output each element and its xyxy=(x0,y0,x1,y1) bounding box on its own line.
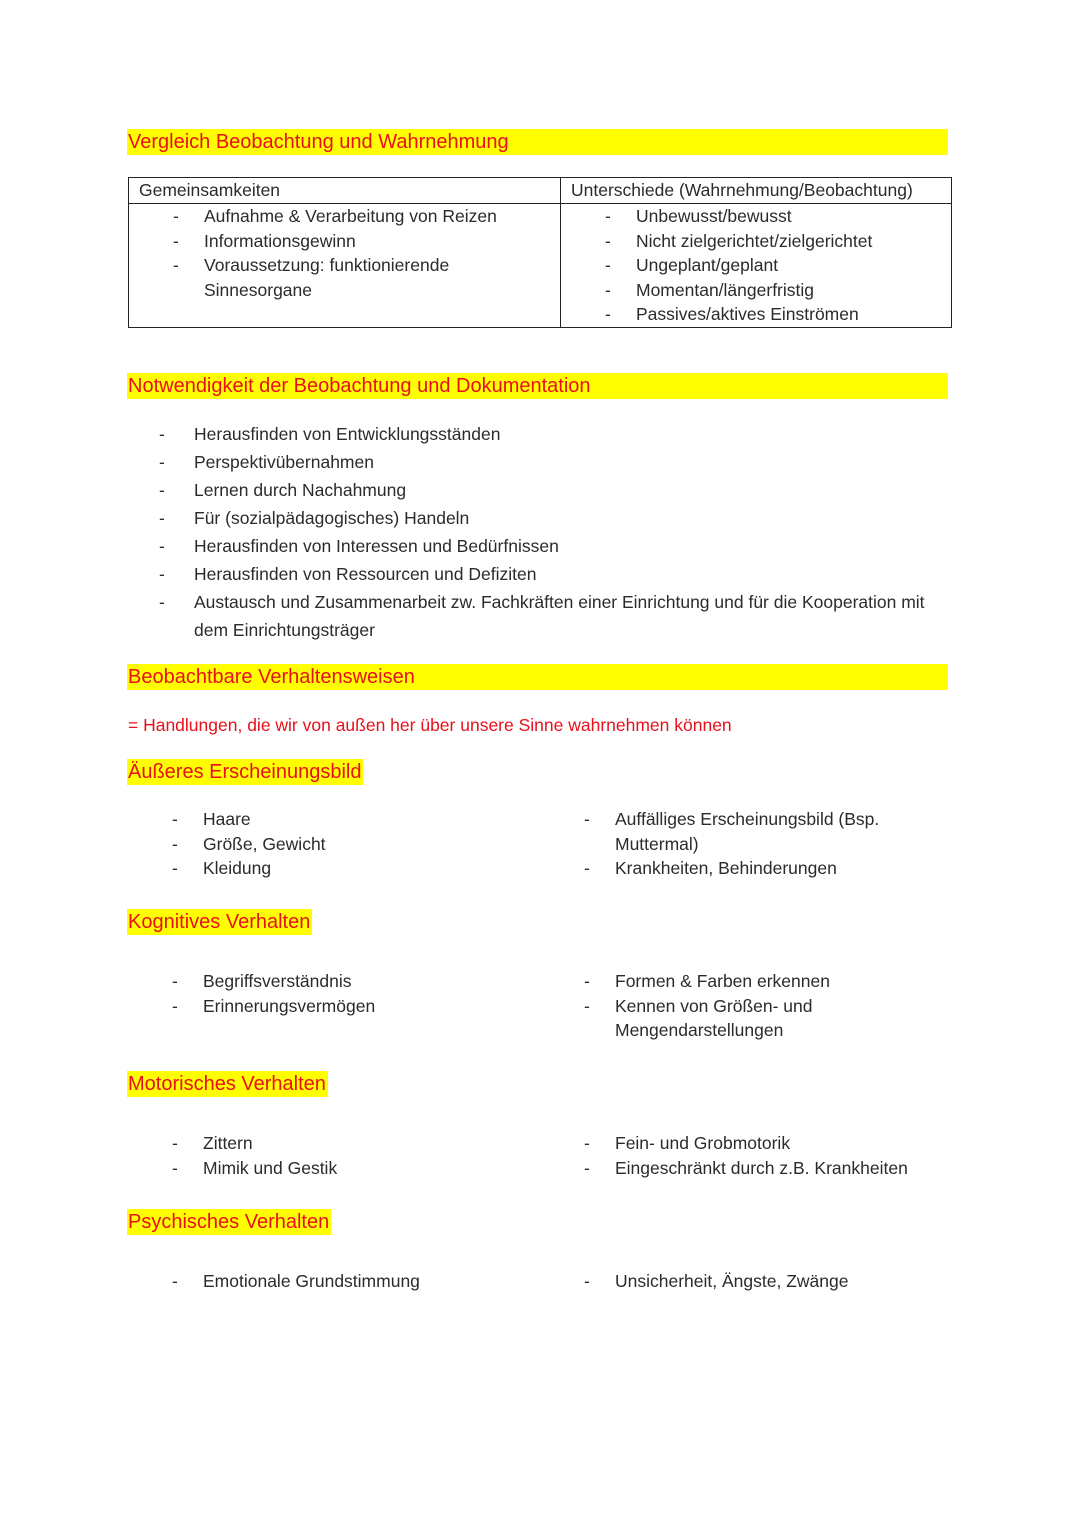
bullet-dash: - xyxy=(605,206,611,226)
bullet-dash: - xyxy=(159,592,165,612)
list-item: - Unbewusst/bewusst xyxy=(561,204,951,229)
bullet-dash: - xyxy=(584,995,590,1016)
bullet-dash: - xyxy=(172,858,178,878)
list-item: - Krankheiten, Behinderungen xyxy=(540,856,920,881)
table-header-unterschiede: Unterschiede (Wahrnehmung/Beobachtung) xyxy=(561,178,952,204)
table-cell-gemeinsamkeiten xyxy=(129,204,561,328)
bullet-dash: - xyxy=(159,424,165,444)
list-item: - Fein- und Grobmotorik xyxy=(540,1131,950,1156)
bullet-dash: - xyxy=(605,304,611,324)
list-item: - Mimik und Gestik xyxy=(128,1156,538,1181)
bullet-dash: - xyxy=(584,809,590,829)
list-item: - Herausfinden von Interessen und Bedürfnissen xyxy=(128,532,948,560)
bullet-dash: - xyxy=(172,1133,178,1153)
bullet-dash: - xyxy=(173,206,179,226)
list-item: - Herausfinden von Entwicklungsständen xyxy=(128,420,948,448)
list-item: - Größe, Gewicht xyxy=(128,832,538,857)
bullet-dash: - xyxy=(172,833,178,854)
list-item: - Informationsgewinn xyxy=(129,229,560,254)
list-item: - Perspektivübernahmen xyxy=(128,448,948,476)
bullet-dash: - xyxy=(584,1157,590,1178)
bullet-dash: - xyxy=(584,1133,590,1153)
psychisch-right-list xyxy=(540,1269,950,1294)
list-item: - Emotionale Grundstimmung xyxy=(128,1269,538,1294)
bullet-dash: - xyxy=(173,255,179,275)
list-item: - Herausfinden von Ressourcen und Defiziten xyxy=(128,560,948,588)
definition-text: = Handlungen, die wir von außen her über unsere Sinne wahrnehmen können xyxy=(128,715,732,735)
bullet-dash: - xyxy=(605,255,611,275)
list-item: - Voraussetzung: funktionierende Sinnesorgane xyxy=(173,255,450,300)
list-item: - Erinnerungsvermögen xyxy=(128,994,538,1019)
list-item: - Eingeschränkt durch z.B. Krankheiten xyxy=(540,1156,950,1181)
bullet-dash: - xyxy=(605,279,611,300)
bullet-dash: - xyxy=(584,858,590,878)
heading-kognitiv: Kognitives Verhalten xyxy=(128,911,311,933)
heading-vergleich: Vergleich Beobachtung und Wahrnehmung xyxy=(127,129,948,155)
list-item: - Aufnahme & Verarbeitung von Reizen xyxy=(129,204,560,229)
list-item: - Begriffsverständnis xyxy=(128,969,538,994)
bullet-dash: - xyxy=(605,230,611,251)
list-item: - Für (sozialpädagogisches) Handeln xyxy=(128,504,948,532)
list-item: - Ungeplant/geplant xyxy=(561,253,951,278)
motorisch-left-list xyxy=(128,1131,538,1180)
list-item: - Zittern xyxy=(128,1131,538,1156)
kognitiv-left-list xyxy=(128,969,538,1018)
bullet-dash: - xyxy=(584,1271,590,1291)
list-item: - Nicht zielgerichtet/zielgerichtet xyxy=(561,229,951,254)
list-item: - Kleidung xyxy=(128,856,538,881)
bullet-dash: - xyxy=(159,480,165,500)
gemeinsamkeiten-list xyxy=(129,204,560,302)
erscheinungsbild-right-list xyxy=(540,807,920,881)
bullet-dash: - xyxy=(172,1271,178,1291)
erscheinungsbild-left-list xyxy=(128,807,538,881)
list-item: - Haare xyxy=(128,807,538,832)
table-cell-unterschiede xyxy=(561,204,952,328)
bullet-dash: - xyxy=(173,230,179,251)
bullet-dash: - xyxy=(172,971,178,991)
comparison-table xyxy=(128,177,952,328)
bullet-dash: - xyxy=(159,536,165,556)
heading-psychisch: Psychisches Verhalten xyxy=(128,1211,330,1233)
list-item: - Momentan/längerfristig xyxy=(561,278,951,303)
motorisch-right-list xyxy=(540,1131,950,1180)
heading-verhaltensweisen: Beobachtbare Verhaltensweisen xyxy=(127,664,948,690)
list-item: - Formen & Farben erkennen xyxy=(540,969,880,994)
list-item: - Lernen durch Nachahmung xyxy=(128,476,948,504)
heading-notwendigkeit: Notwendigkeit der Beobachtung und Dokumentation xyxy=(127,373,948,399)
list-item: - Kennen von Größen- und Mengendarstellungen xyxy=(584,995,813,1040)
unterschiede-list xyxy=(561,204,951,327)
heading-erscheinungsbild: Äußeres Erscheinungsbild xyxy=(128,761,362,783)
list-item: - Passives/aktives Einströmen xyxy=(561,302,951,327)
psychisch-left-list xyxy=(128,1269,538,1294)
bullet-dash: - xyxy=(584,971,590,991)
notwendigkeit-list xyxy=(128,420,948,644)
bullet-dash: - xyxy=(172,1157,178,1178)
bullet-dash: - xyxy=(159,564,165,584)
bullet-dash: - xyxy=(172,809,178,829)
bullet-dash: - xyxy=(159,508,165,528)
bullet-dash: - xyxy=(159,452,165,472)
bullet-dash: - xyxy=(172,995,178,1016)
list-item: - Austausch und Zusammenarbeit zw. Fachkräften einer Einrichtung und für die Kooperation mit dem Einrichtungsträger xyxy=(128,588,948,644)
kognitiv-right-list xyxy=(540,969,880,1043)
heading-motorisch: Motorisches Verhalten xyxy=(128,1073,326,1095)
list-item: - Auffälliges Erscheinungsbild (Bsp. Muttermal) xyxy=(584,809,880,854)
list-item: - Unsicherheit, Ängste, Zwänge xyxy=(540,1269,950,1294)
table-header-gemeinsamkeiten: Gemeinsamkeiten xyxy=(129,178,561,204)
